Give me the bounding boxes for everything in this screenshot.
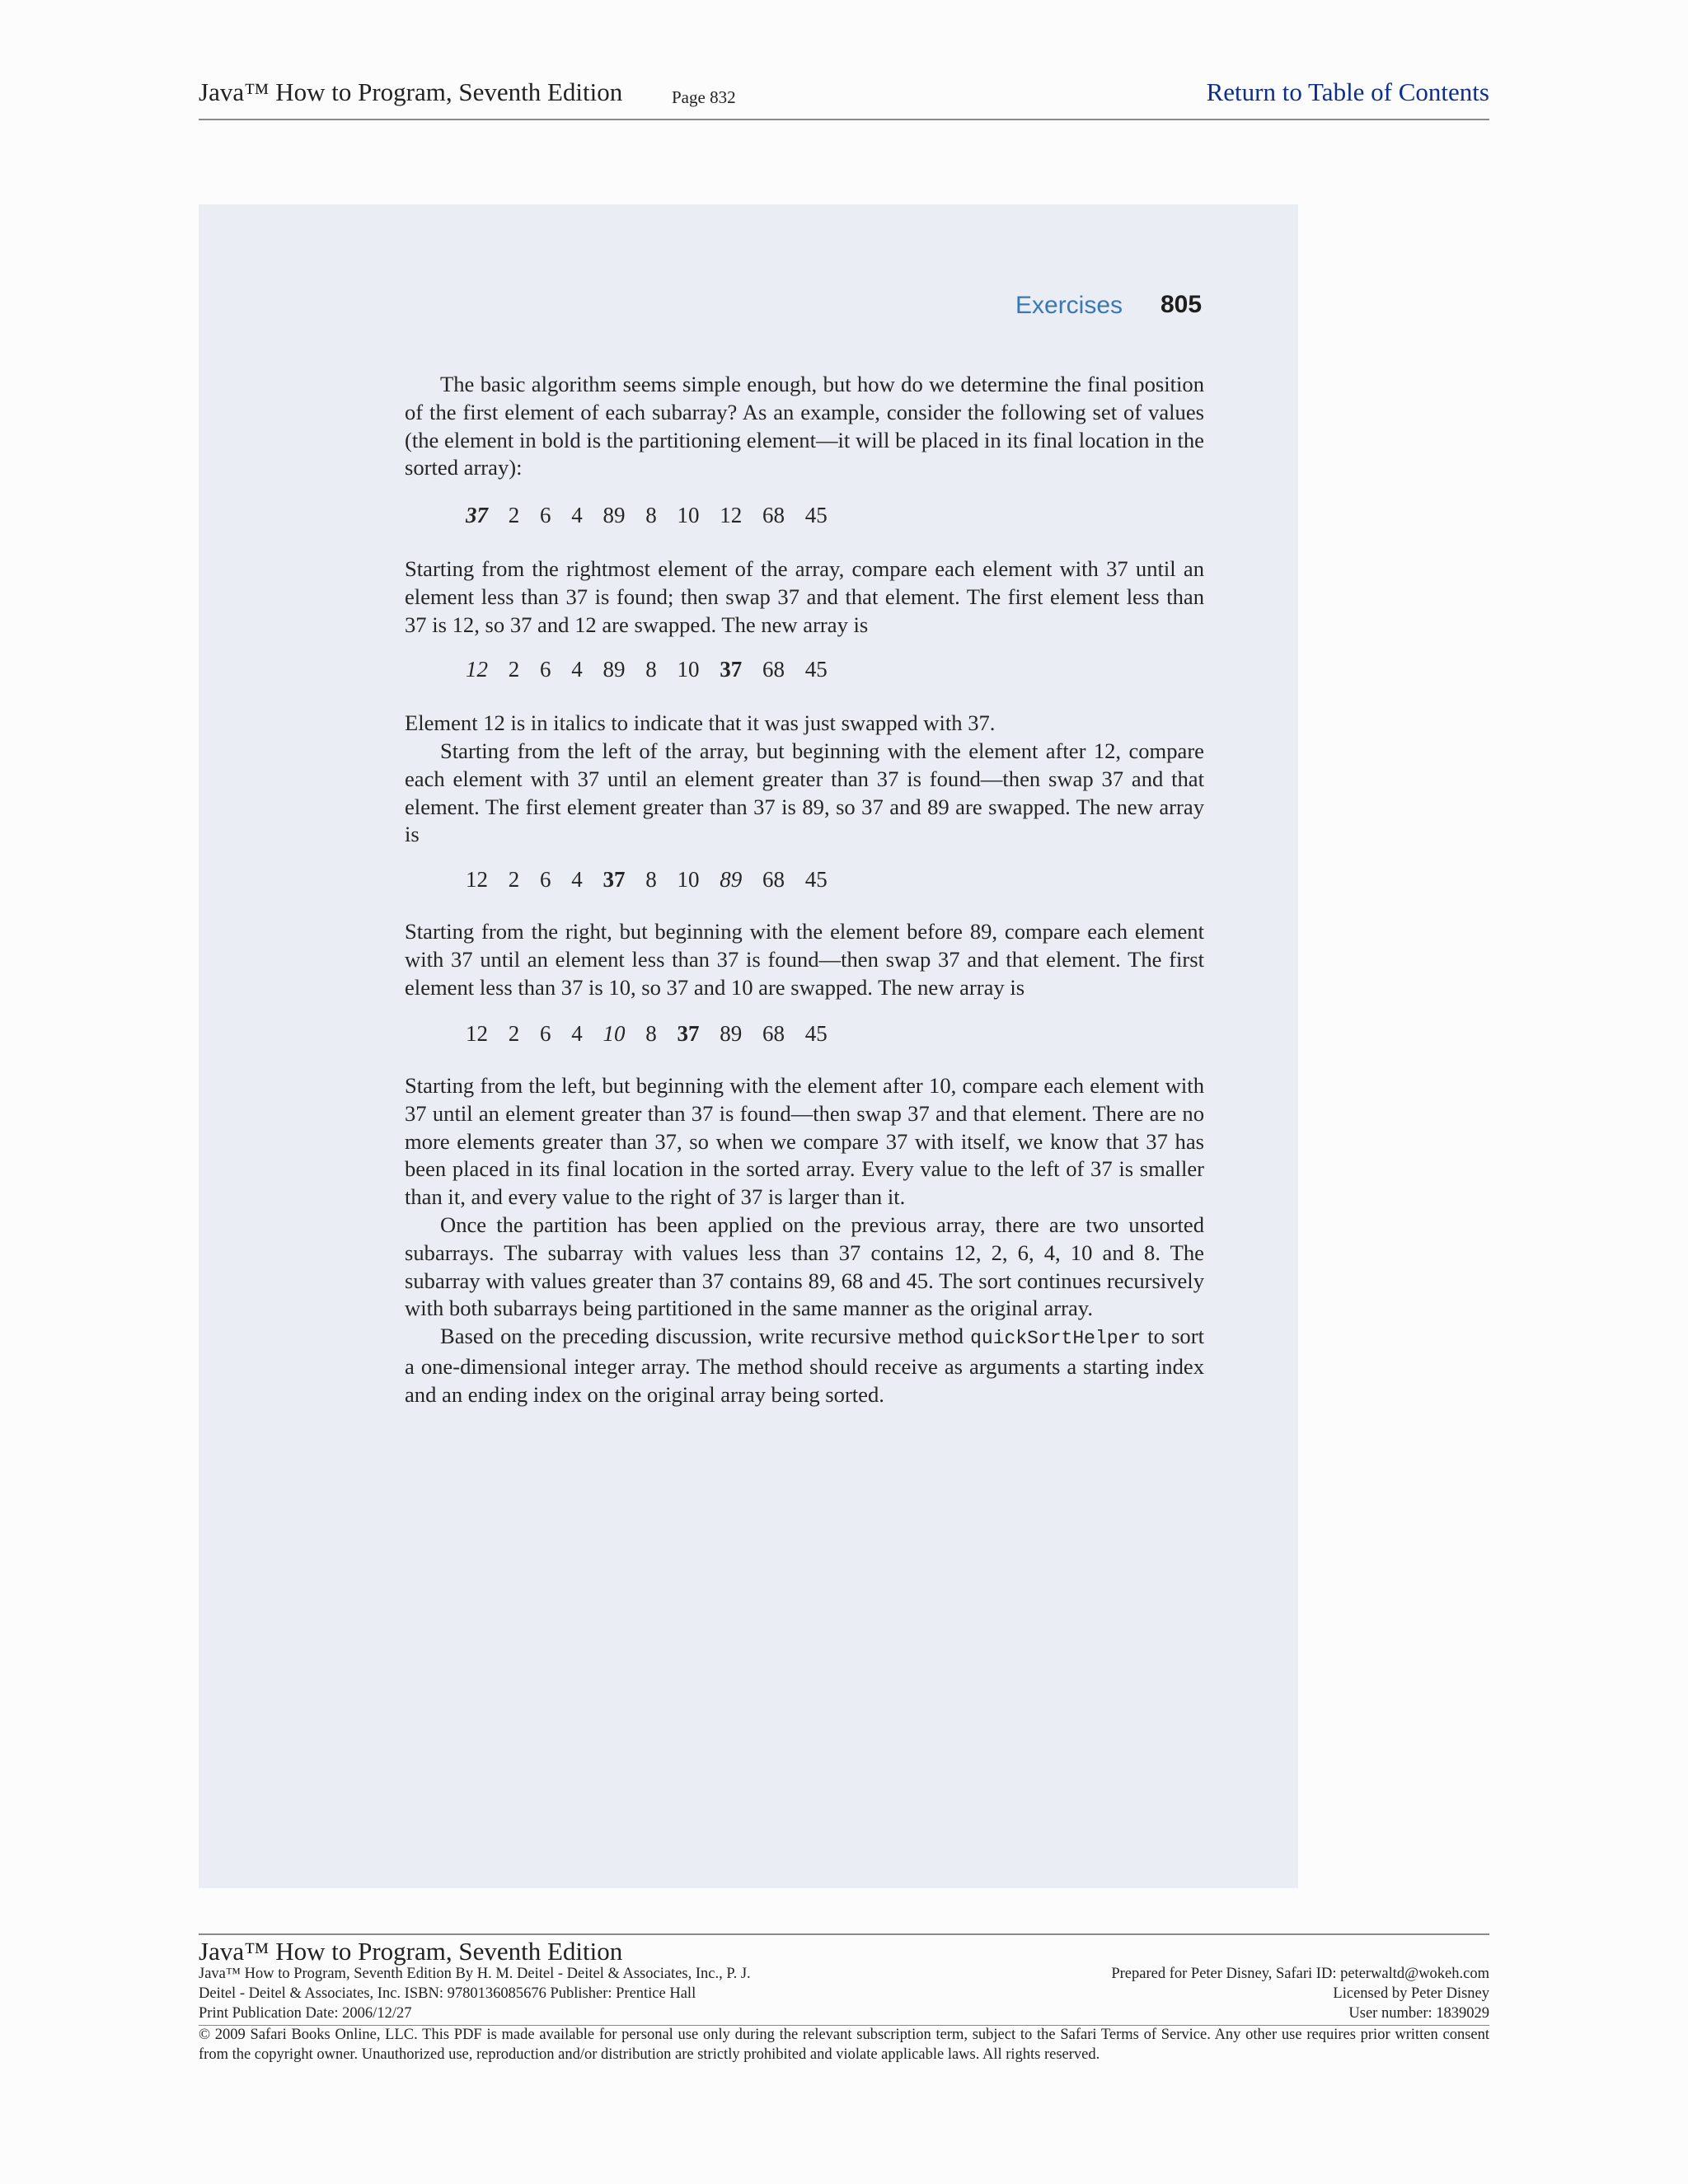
array-cell: 89 bbox=[603, 657, 626, 682]
array-cell: 4 bbox=[571, 503, 583, 527]
array-cell: 12 bbox=[466, 1021, 488, 1046]
array-cell: 4 bbox=[571, 657, 583, 682]
footer-divider bbox=[199, 1933, 1489, 1935]
footer-licensed-by: Licensed by Peter Disney bbox=[1333, 1985, 1489, 2002]
array-cell: 37 bbox=[677, 1021, 700, 1046]
array-cell: 10 bbox=[677, 503, 700, 527]
array-cell: 37 bbox=[603, 867, 626, 892]
footer-copyright: © 2009 Safari Books Online, LLC. This PDF is made available for personal use only during the relevant subscription term, subject to the Safari Terms of Service. Any other use requires prior written consent from the copyright owner. Unauthorized use, reproduction and/or distribution are strictly prohibited and violate applicable laws. All rights reserved. bbox=[199, 2027, 1489, 2063]
array-cell: 89 bbox=[603, 503, 626, 527]
array-cell: 6 bbox=[540, 657, 551, 682]
method-name-code: quickSortHelper bbox=[970, 1328, 1142, 1349]
array-cell: 10 bbox=[677, 867, 700, 892]
paragraph-step-4: Starting from the left, but beginning with the element after 10, compare each element with 37 until an element greater than 37 is found—then swap 37 and that element. There are no more elements greater than 37, so when we compare 37 with itself, we know that 37 has been placed in its final location in the sorted array. Every value to the left of 37 is smaller than it, and every value to the right of 37 is larger than it. bbox=[405, 1073, 1204, 1210]
array-cell: 4 bbox=[571, 867, 583, 892]
array-cell: 8 bbox=[645, 657, 657, 682]
array-cell: 12 bbox=[466, 867, 488, 892]
assignment-text-after: to sort a one-dimensional integer array. The method should receive as arguments a starting index and an ending index on the original array being sorted. bbox=[405, 1324, 1204, 1407]
array-cell: 8 bbox=[645, 867, 657, 892]
paragraph-step-2: Starting from the left of the array, but beginning with the element after 12, compare each element with 37 until an element greater than 37 is found—then swap 37 and that element. The first element greater than 37 is 89, so 37 and 89 are swapped. The new array is bbox=[405, 738, 1204, 847]
array-cell: 2 bbox=[508, 867, 520, 892]
running-head-section: Exercises bbox=[1015, 292, 1123, 319]
array-cell: 12 bbox=[466, 657, 488, 682]
array-cell: 37 bbox=[466, 503, 488, 527]
array-cell: 89 bbox=[720, 867, 743, 892]
page-indicator: Page 832 bbox=[672, 87, 736, 107]
array-cell: 10 bbox=[677, 657, 700, 682]
footer-prepared-for: Prepared for Peter Disney, Safari ID: peterwaltd@wokeh.com bbox=[1111, 1966, 1489, 1982]
array-cell: 8 bbox=[645, 503, 657, 527]
array-row-3 bbox=[466, 867, 842, 897]
array-row-4 bbox=[466, 1021, 842, 1051]
array-cell: 4 bbox=[571, 1021, 583, 1046]
array-cell: 12 bbox=[720, 503, 743, 527]
array-cell: 45 bbox=[804, 503, 828, 527]
footer-book-info-2: Deitel - Deitel & Associates, Inc. ISBN: 9780136085676 Publisher: Prentice Hall bbox=[199, 1985, 696, 2002]
array-cell: 68 bbox=[762, 867, 785, 892]
array-cell: 6 bbox=[540, 503, 551, 527]
array-cell: 2 bbox=[508, 1021, 520, 1046]
document-header bbox=[199, 77, 1489, 120]
footer-user-number: User number: 1839029 bbox=[1348, 2005, 1489, 2022]
running-head-page-number: 805 bbox=[1160, 291, 1203, 318]
array-cell: 8 bbox=[645, 1021, 657, 1046]
array-cell: 6 bbox=[540, 867, 551, 892]
array-cell: 45 bbox=[804, 867, 828, 892]
paragraph-intro: The basic algorithm seems simple enough, but how do we determine the final position of the first element of each subarray? As an example, consider the following set of values (the element in bold is the partitioning element—it will be placed in its final location in the sorted array): bbox=[405, 372, 1204, 480]
paragraph-step-1: Starting from the rightmost element of the array, compare each element with 37 until an element less than 37 is found; then swap 37 and that element. The first element less than 37 is 12, so 37 and 12 are swapped. The new array is bbox=[405, 556, 1204, 637]
array-cell: 2 bbox=[508, 657, 520, 682]
array-row-1 bbox=[466, 503, 842, 532]
array-cell: 89 bbox=[720, 1021, 743, 1046]
array-cell: 45 bbox=[804, 1021, 828, 1046]
footer-book-info-1: Java™ How to Program, Seventh Edition By H. M. Deitel - Deitel & Associates, Inc., P. J. bbox=[199, 1966, 751, 1982]
paragraph-step-3: Starting from the right, but beginning with the element before 89, compare each element with 37 until an element less than 37 is found—then swap 37 and that element. The first element less than 37 is 10, so 37 and 10 are swapped. The new array is bbox=[405, 919, 1204, 1000]
array-cell: 10 bbox=[603, 1021, 626, 1046]
array-row-2 bbox=[466, 657, 842, 687]
array-cell: 68 bbox=[762, 1021, 785, 1046]
array-cell: 45 bbox=[804, 657, 828, 682]
assignment-text-before: Based on the preceding discussion, write recursive method bbox=[440, 1324, 964, 1348]
return-to-toc-link[interactable]: Return to Table of Contents bbox=[1206, 77, 1489, 106]
paragraph-assignment bbox=[405, 1323, 1204, 1408]
array-cell: 37 bbox=[720, 657, 743, 682]
paragraph-subarrays: Once the partition has been applied on the previous array, there are two unsorted subarrays. The subarray with values less than 37 contains 12, 2, 6, 4, 10 and 8. The subarray with values greater than 37 contains 89, 68 and 45. The sort continues recursively with both subarrays being partitioned in the same manner as the original array. bbox=[405, 1212, 1204, 1321]
array-cell: 2 bbox=[508, 503, 520, 527]
paragraph-italics-note: Element 12 is in italics to indicate that it was just swapped with 37. bbox=[405, 710, 996, 735]
array-cell: 6 bbox=[540, 1021, 551, 1046]
array-cell: 68 bbox=[762, 503, 785, 527]
footer-book-title: Java™ How to Program, Seventh Edition bbox=[199, 1937, 623, 1966]
book-title: Java™ How to Program, Seventh Edition bbox=[199, 77, 623, 106]
array-cell: 68 bbox=[762, 657, 785, 682]
footer-publication-date: Print Publication Date: 2006/12/27 bbox=[199, 2005, 412, 2022]
